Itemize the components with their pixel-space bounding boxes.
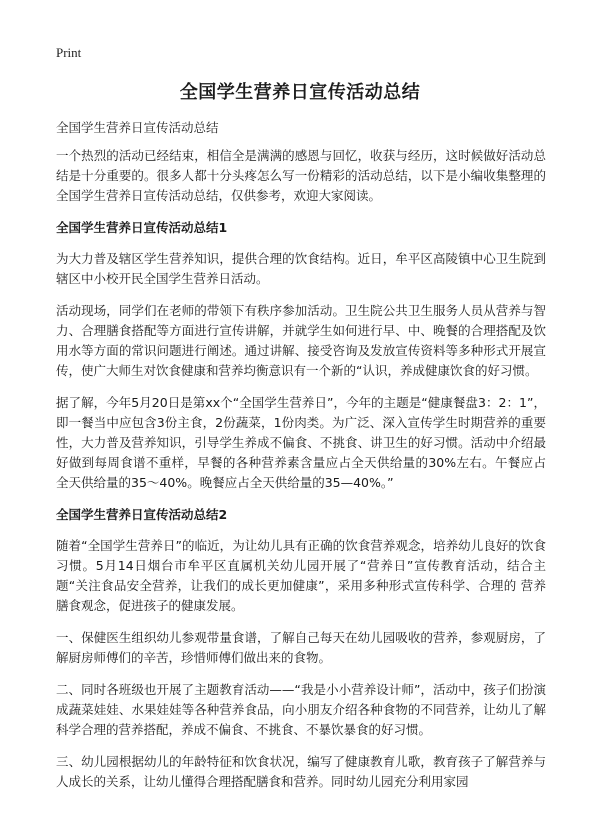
body-paragraph: 三、幼儿园根据幼儿的年龄特征和饮食状况，编写了健康教育儿歌，教育孩子了解营养与人成长的关系，让幼儿懂得合理搭配膳食和营养。同时幼儿园充分利用家园 (56, 754, 546, 789)
document-subtitle: 全国学生营养日宣传活动总结 (56, 120, 219, 135)
section-heading: 全国学生营养日宣传活动总结2 (56, 507, 228, 522)
body-paragraph: 随着“全国学生营养日”的临近，为让幼儿具有正确的饮食营养观念，培养幼儿良好的饮食习惯。5月14日烟台市牟平区直属机关幼儿园开展了“营养日”宣传教育活动，结合主题“关注食品安全营养，让我们的成长更加健康”，采用多种形式宣传科学、合理的 营养膳食观念，促进孩子的健康发展。 (56, 538, 546, 613)
body-paragraph: 据了解，今年5月20日是第xx个“全国学生营养日”，今年的主题是“健康餐盘3：2：1”，即一餐当中应包含3份主食，2份蔬菜，1份肉类。为广泛、深入宣传学生时期营养的重要性，大力普及营养知识，引导学生养成不偏食、不挑食、讲卫生的好习惯。活动中介绍最好做到每周食谱不重样，早餐的各种营养素含量应占全天供给量的30%左右。午餐应占全天供给量的35～40%。晚餐应占全天供给量的35—40%。” (56, 395, 546, 490)
body-paragraph: 一、保健医生组织幼儿参观带量食谱，了解自己每天在幼儿园吸收的营养，参观厨房，了解厨房师傅们的辛苦，珍惜师傅们做出来的食物。 (56, 630, 546, 665)
document-body (56, 118, 546, 804)
body-paragraph: 活动现场，同学们在老师的带领下有秩序参加活动。卫生院公共卫生服务人员从营养与智力、合理膳食搭配等方面进行宣传讲解，并就学生如何进行早、中、晚餐的合理搭配及饮用水等方面的常识问题进行阐述。通过讲解、接受咨询及发放宣传资料等多种形式开展宣传，使广大师生对饮食健康和营养均衡意识有一个新的“认识，养成健康饮食的好习惯。 (56, 303, 546, 378)
body-paragraph: 为大力普及辖区学生营养知识，提供合理的饮食结构。近日，牟平区高陵镇中心卫生院到辖区中小校开民全国学生营养日活动。 (56, 251, 546, 286)
print-link[interactable]: Print (56, 45, 82, 60)
intro-paragraph: 一个热烈的活动已经结束，相信全是满满的感恩与回忆，收获与经历，这时候做好活动总结是十分重要的。很多人都十分头疼怎么写一份精彩的活动总结，以下是小编收集整理的全国学生营养日宣传活动总结，仅供参考，欢迎大家阅读。 (56, 148, 546, 203)
section-heading: 全国学生营养日宣传活动总结1 (56, 220, 228, 235)
body-paragraph: 二、同时各班级也开展了主题教育活动——“我是小小营养设计师”，活动中，孩子们扮演成蔬菜娃娃、水果娃娃等各种营养食品，向小朋友介绍各种食物的不同营养，让幼儿了解科学合理的营养搭配，养成不偏食、不挑食、不暴饮暴食的好习惯。 (56, 682, 546, 737)
page-title: 全国学生营养日宣传活动总结 (179, 82, 421, 103)
